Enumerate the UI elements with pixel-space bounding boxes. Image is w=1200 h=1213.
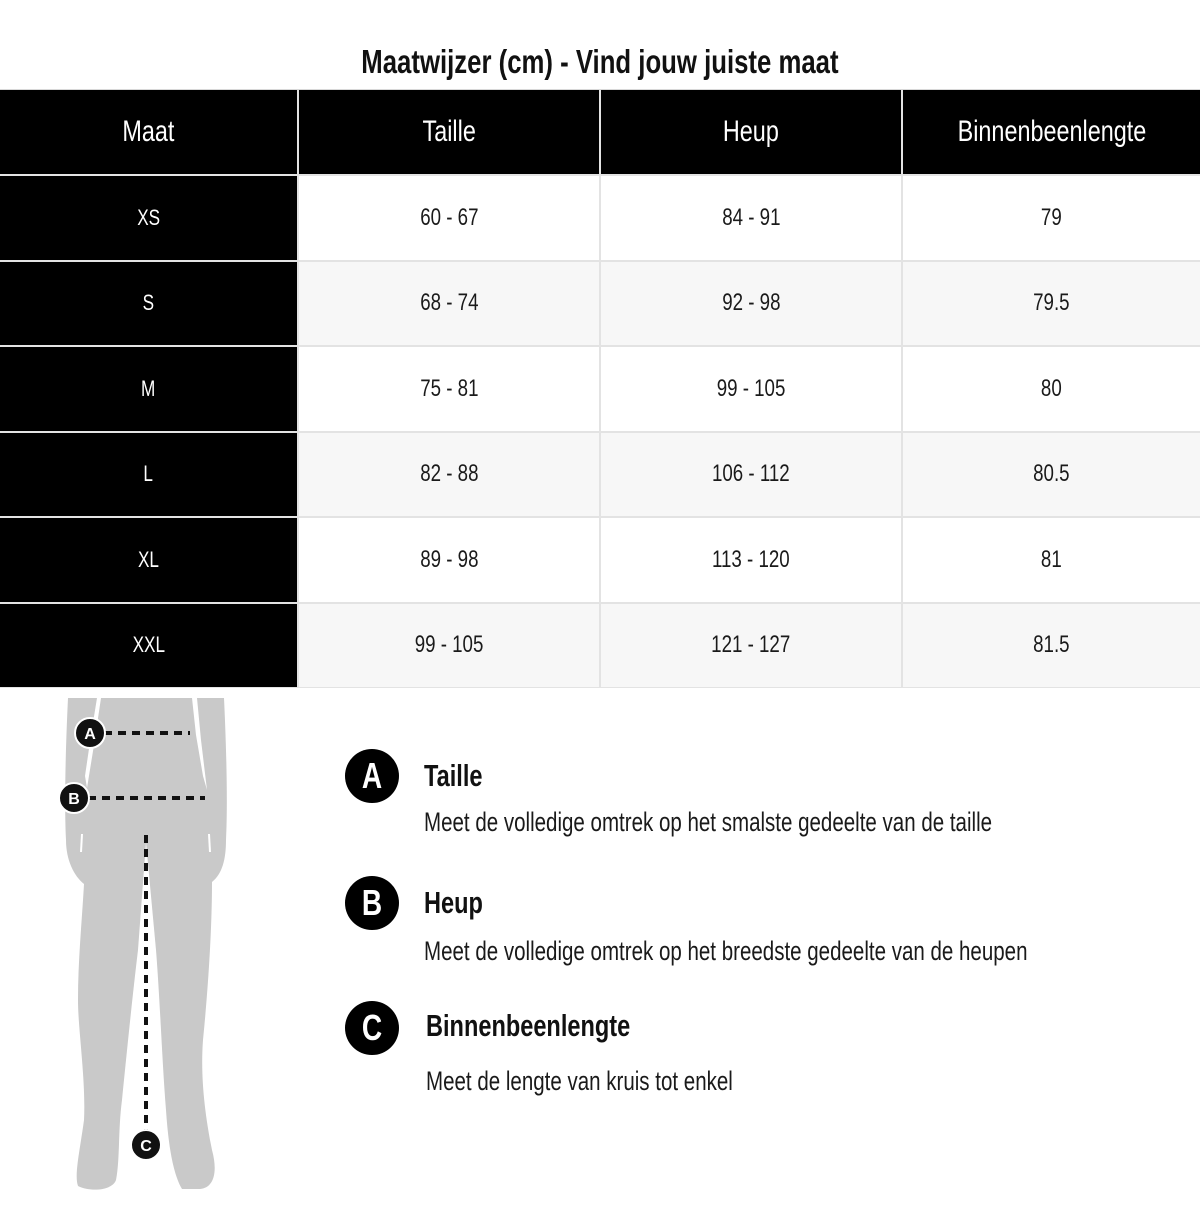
table-cell-taille: 68 - 74 [299, 262, 599, 346]
column-header-taille: Taille [299, 90, 599, 174]
table-cell-taille: 99 - 105 [299, 604, 599, 688]
marker-c-icon: C [345, 1001, 399, 1055]
table-cell-heup: 84 - 91 [601, 176, 901, 260]
table-row-size: XL [0, 518, 297, 602]
table-row-size: S [0, 262, 297, 346]
table-cell-binnenbeenlengte: 81.5 [903, 604, 1200, 688]
table-cell-taille: 60 - 67 [299, 176, 599, 260]
legend-description: Meet de lengte van kruis tot enkel [426, 1066, 733, 1096]
table-cell-taille: 89 - 98 [299, 518, 599, 602]
page-title-text: Maatwijzer (cm) - Vind jouw juiste maat [361, 43, 839, 81]
table-cell-taille: 82 - 88 [299, 433, 599, 517]
table-cell-heup: 92 - 98 [601, 262, 901, 346]
column-header-maat: Maat [0, 90, 297, 174]
table-cell-heup: 121 - 127 [601, 604, 901, 688]
body-silhouette-icon [0, 690, 300, 1208]
legend-title: Binnenbeenlengte [426, 1008, 631, 1043]
table-row-size: XS [0, 176, 297, 260]
legend-item-binnenbeenlengte [345, 1001, 1165, 1111]
marker-b-icon: B [345, 876, 399, 930]
legend-description: Meet de volledige omtrek op het breedste gedeelte van de heupen [424, 936, 1028, 966]
table-cell-taille: 75 - 81 [299, 347, 599, 431]
marker-a-icon: A [345, 749, 399, 803]
table-cell-binnenbeenlengte: 80 [903, 347, 1200, 431]
column-header-binnenbeenlengte: Binnenbeenlengte [903, 90, 1200, 174]
marker-c-icon [131, 1130, 161, 1160]
marker-b-icon [59, 783, 89, 813]
size-table [0, 89, 1200, 688]
column-header-heup: Heup [601, 90, 901, 174]
table-cell-heup: 113 - 120 [601, 518, 901, 602]
legend-item-taille [345, 749, 1165, 859]
page-title [0, 42, 1200, 82]
table-cell-binnenbeenlengte: 79 [903, 176, 1200, 260]
table-cell-binnenbeenlengte: 79.5 [903, 262, 1200, 346]
body-measurement-figure [0, 690, 300, 1208]
table-cell-heup: 106 - 112 [601, 433, 901, 517]
table-cell-heup: 99 - 105 [601, 347, 901, 431]
legend-title: Taille [424, 758, 483, 793]
table-row-size: L [0, 433, 297, 517]
table-cell-binnenbeenlengte: 81 [903, 518, 1200, 602]
legend-item-heup [345, 876, 1165, 986]
svg-text:A: A [84, 726, 96, 743]
legend-title: Heup [424, 885, 483, 920]
table-row-size: M [0, 347, 297, 431]
marker-a-icon [75, 718, 105, 748]
svg-text:B: B [68, 791, 80, 808]
table-row-size: XXL [0, 604, 297, 688]
legend-description: Meet de volledige omtrek op het smalste gedeelte van de taille [424, 807, 993, 837]
svg-text:C: C [140, 1138, 152, 1155]
table-cell-binnenbeenlengte: 80.5 [903, 433, 1200, 517]
